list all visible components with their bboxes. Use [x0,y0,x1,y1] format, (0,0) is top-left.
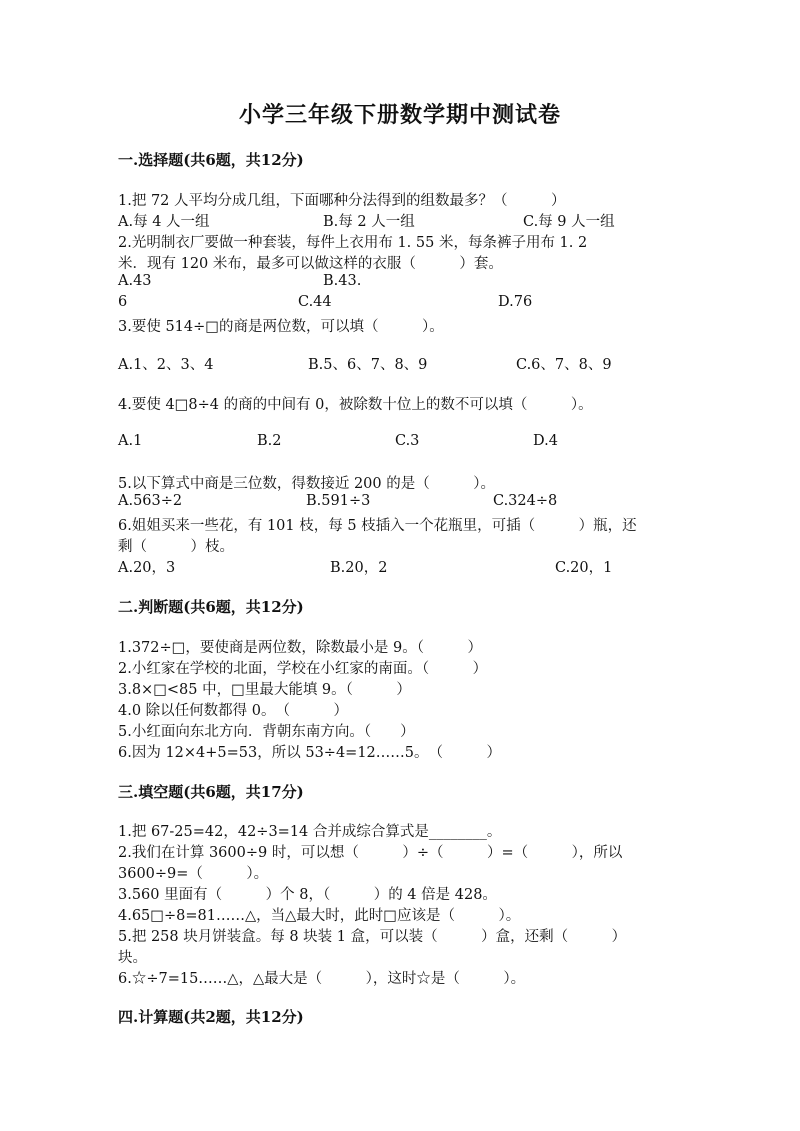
section-heading-calc: 四.计算题(共2题，共12分) [118,1008,304,1026]
page-title: 小学三年级下册数学期中测试卷 [238,102,561,128]
option-d: D.76 [498,294,533,310]
option-a: A.563÷2 [118,493,183,509]
question-stem: 5.以下算式中商是三位数，得数接近 200 的是（ ）。 [118,476,495,492]
option-b: B.5、6、7、8、9 [308,357,428,373]
option-a: A.1 [118,433,143,449]
option-c: C.3 [395,433,420,449]
question-stem: 2.光明制衣厂要做一种套装，每件上衣用布 1. 55 米，每条裤子用布 1. 2 [118,235,588,251]
fill-line: 块。 [118,950,147,966]
question-stem: 3.要使 514÷□的商是两位数，可以填（ ）。 [118,319,444,335]
option-b: B.20，2 [330,560,388,576]
question-stem: 6.姐姐买来一些花，有 101 枝，每 5 枝插入一个花瓶里，可插（ ）瓶，还 [118,518,637,534]
option-c: C.6、7、8、9 [516,357,612,373]
option-b: B.43. [323,273,362,289]
fill-line: 5.把 258 块月饼装盒。每 8 块装 1 盒，可以装（ ）盒，还剩（ ） [118,929,627,945]
option-c: C.20，1 [555,560,613,576]
fill-line: 3.560 里面有（ ）个 8，（ ）的 4 倍是 428。 [118,887,497,903]
option-c: C.324÷8 [493,493,558,509]
fill-line: 2.我们在计算 3600÷9 时，可以想（ ）÷（ ）=（ ），所以 [118,845,623,861]
fill-line: 6.☆÷7=15……△，△最大是（ ），这时☆是（ ）。 [118,971,526,987]
question-stem: 1.把 72 人平均分成几组，下面哪种分法得到的组数最多？（ ） [118,193,566,209]
section-heading-choice: 一.选择题(共6题，共12分) [118,151,304,169]
option-a: A.20，3 [118,560,176,576]
judgement-item: 1.372÷□，要使商是两位数，除数最小是 9。（ ） [118,640,482,656]
judgement-item: 6.因为 12×4+5=53，所以 53÷4=12……5。 （ ） [118,745,502,761]
option-b-cont: 6 [118,294,128,310]
question-stem-cont: 剩（ ）枝。 [118,539,234,555]
judgement-item: 3.8×□<85 中，□里最大能填 9。（ ） [118,682,411,698]
judgement-item: 2.小红家在学校的北面，学校在小红家的南面。（ ） [118,661,488,677]
judgement-item: 4.0 除以任何数都得 0。 （ ） [118,703,349,719]
option-a: A.43 [118,273,152,289]
question-stem-cont: 米．现有 120 米布，最多可以做这样的衣服（ ）套。 [118,256,503,272]
section-heading-fill: 三.填空题(共6题，共17分) [118,783,304,801]
fill-line: 3600÷9=（ ）。 [118,866,269,882]
option-b: B.每 2 人一组 [323,214,415,230]
option-d: D.4 [533,433,558,449]
option-c: C.每 9 人一组 [523,214,615,230]
fill-line: 4.65□÷8=81……△，当△最大时，此时□应该是（ ）。 [118,908,521,924]
option-a: A.1、2、3、4 [118,357,214,373]
option-b: B.2 [257,433,282,449]
question-stem: 4.要使 4□8÷4 的商的中间有 0，被除数十位上的数不可以填（ ）。 [118,397,593,413]
option-c: C.44 [298,294,332,310]
option-b: B.591÷3 [306,493,371,509]
option-a: A.每 4 人一组 [118,214,210,230]
section-heading-judgement: 二.判断题(共6题，共12分) [118,598,304,616]
judgement-item: 5.小红面向东北方向．背朝东南方向。（ ） [118,724,415,740]
fill-line: 1.把 67-25=42，42÷3=14 合并成综合算式是________。 [118,824,502,840]
